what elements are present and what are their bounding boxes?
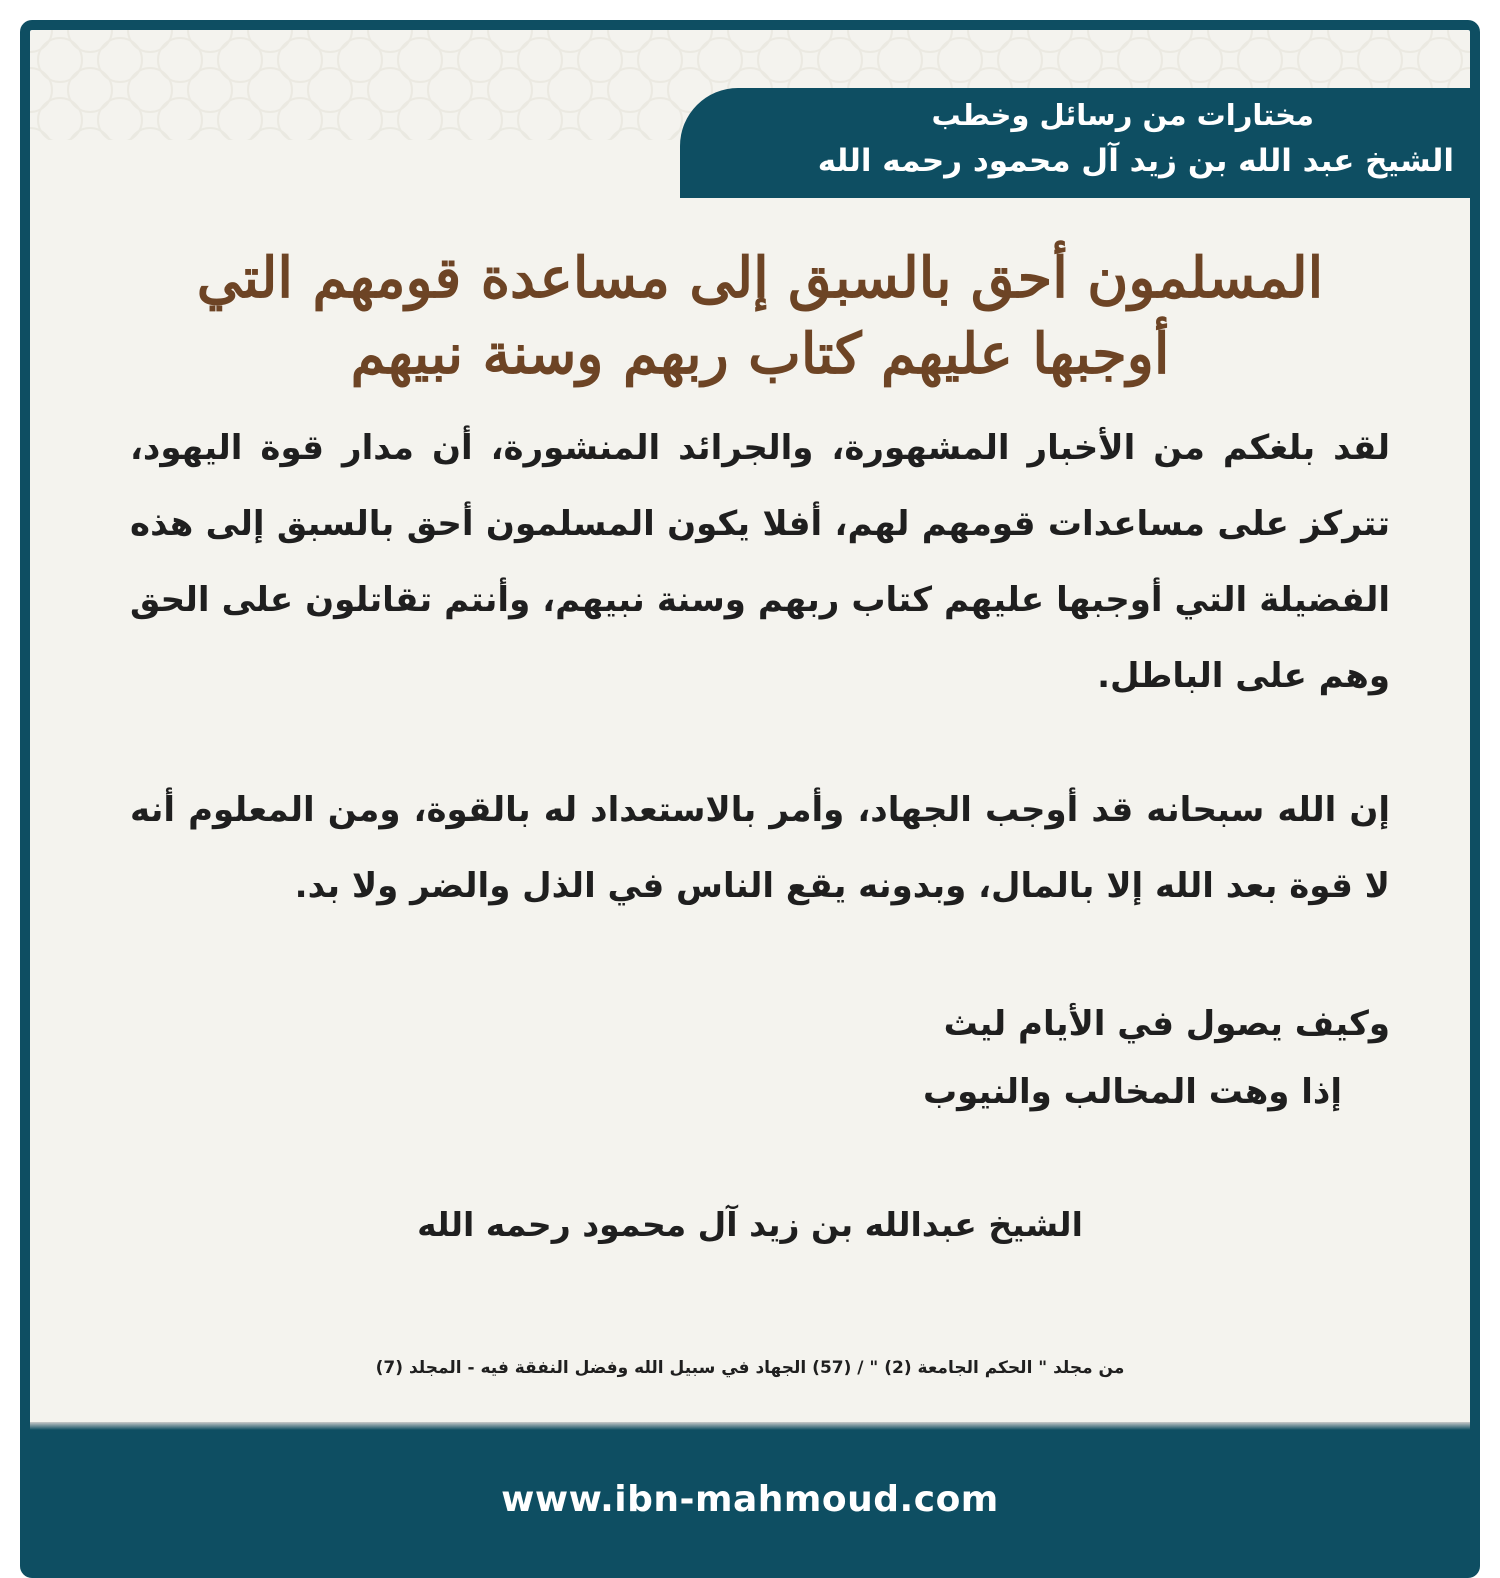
title-line-1: المسلمون أحق بالسبق إلى مساعدة قومهم التي bbox=[196, 245, 1324, 311]
body-paragraph-1: لقد بلغكم من الأخبار المشهورة، والجرائد المنشورة، أن مدار قوة اليهود، تتركز على مساعدات قومهم لهم، أفلا يكون المسلمون أحق بالسبق إلى هذه الفضيلة التي أوجبها عليهم كتاب ربهم وسنة نبيهم، وأنتم تقاتلون على الحق وهم على الباطل. bbox=[130, 428, 1390, 696]
body-paragraph-2: إن الله سبحانه قد أوجب الجهاد، وأمر بالاستعداد له بالقوة، ومن المعلوم أنه لا قوة بعد الله إلا بالمال، وبدونه يقع الناس في الذل والضر ولا بد. bbox=[130, 790, 1390, 906]
author-signature: الشيخ عبدالله بن زيد آل محمود رحمه الله bbox=[417, 1205, 1083, 1244]
title-line-2: أوجبها عليهم كتاب ربهم وسنة نبيهم bbox=[350, 321, 1170, 387]
verse-line-1: وكيف يصول في الأيام ليث bbox=[943, 1004, 1390, 1044]
verse-line-2: إذا وهت المخالب والنيوب bbox=[922, 1072, 1342, 1112]
divider-shadow bbox=[30, 1422, 1470, 1430]
header-subtitle: مختارات من رسائل وخطب bbox=[931, 98, 1314, 132]
page-title bbox=[100, 240, 1420, 392]
poster-frame bbox=[20, 20, 1480, 1578]
content-card bbox=[30, 30, 1470, 1430]
poem-verse bbox=[770, 990, 1390, 1126]
source-citation: من مجلد " الحكم الجامعة (2) " / (57) الجهاد في سبيل الله وفضل النفقة فيه - المجلد (7) bbox=[375, 1358, 1125, 1378]
header-banner bbox=[680, 88, 1480, 198]
header-author: الشيخ عبد الله بن زيد آل محمود رحمه الله bbox=[817, 143, 1454, 179]
website-url[interactable]: www.ibn-mahmoud.com bbox=[501, 1478, 999, 1520]
